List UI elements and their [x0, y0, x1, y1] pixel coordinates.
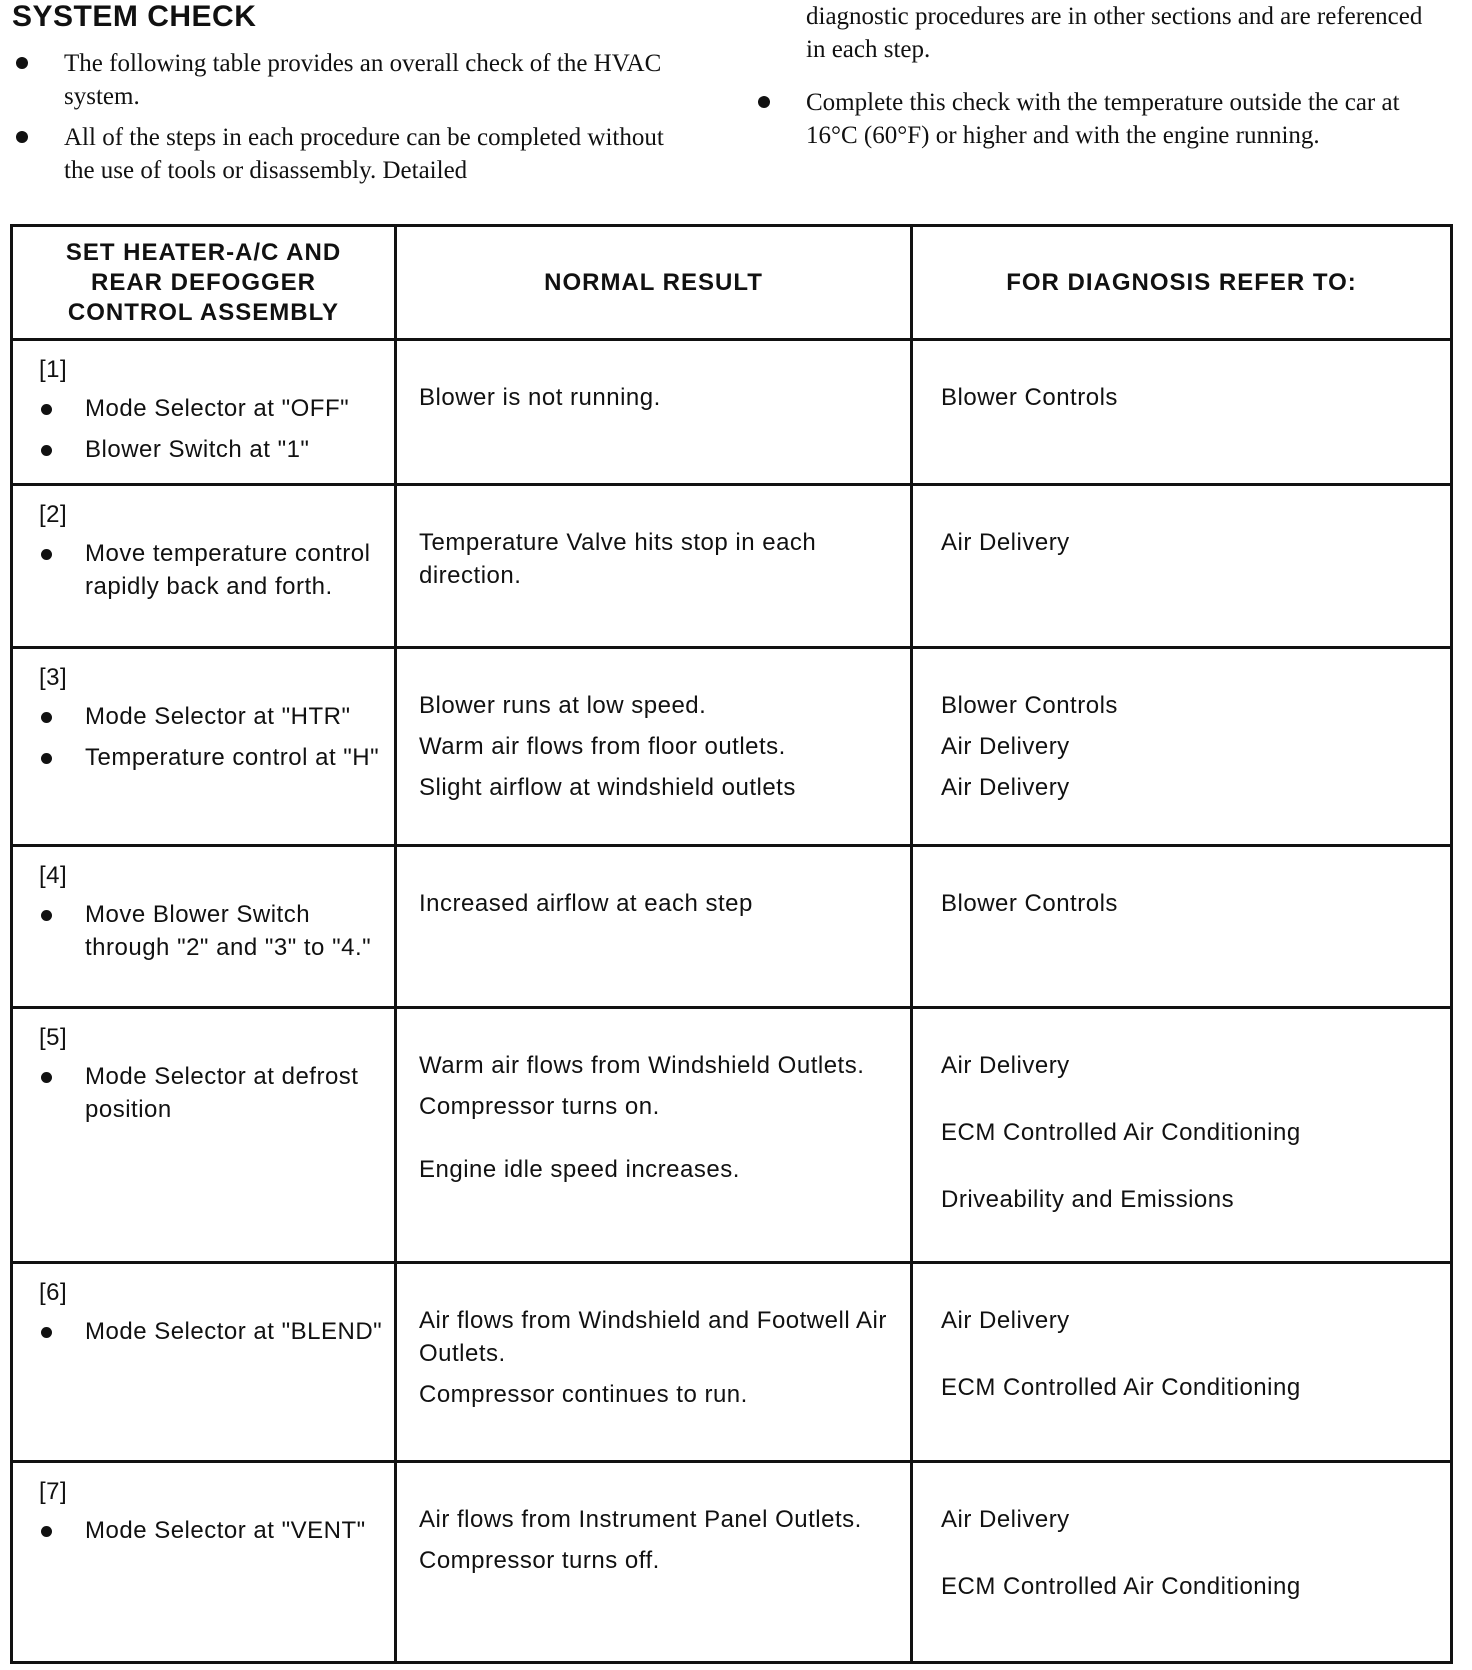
diagnosis-ref-cell	[912, 1263, 1452, 1462]
result-text: Warm air flows from floor outlets.	[419, 733, 786, 761]
table-body	[12, 340, 1452, 1663]
setting-text: Mode Selector at defrost position	[85, 1063, 359, 1124]
setting-text: Mode Selector at "BLEND"	[85, 1318, 383, 1346]
normal-result-cell	[396, 845, 912, 1008]
diagnosis-ref-text: Air Delivery	[941, 1052, 1070, 1080]
step-number: [3]	[39, 664, 68, 692]
intro-note: Complete this check with the temperature outside the car at 16°C (60°F) or higher and with the engine running.	[754, 86, 1444, 152]
bullet-icon	[16, 131, 28, 143]
table-row	[12, 648, 1452, 846]
table-row	[12, 845, 1452, 1008]
setting-text: Mode Selector at "OFF"	[85, 395, 350, 422]
bullet-icon	[41, 712, 52, 723]
bullet-icon	[41, 1526, 52, 1537]
result-text: Air flows from Windshield and Footwell Air Outlets.	[419, 1307, 887, 1368]
result-text: Blower runs at low speed.	[419, 692, 707, 720]
step-number: [5]	[39, 1024, 68, 1052]
system-check-table	[10, 224, 1453, 1664]
normal-result-cell	[396, 484, 912, 648]
diagnosis-ref-text: Air Delivery	[941, 774, 1070, 802]
diagnosis-ref-text: Air Delivery	[941, 528, 1070, 556]
setting-item	[39, 700, 388, 733]
diagnosis-ref-cell	[912, 1008, 1452, 1263]
diagnosis-ref-text: Blower Controls	[941, 384, 1118, 411]
result-text: Air flows from Instrument Panel Outlets.	[419, 1506, 862, 1534]
step-number: [4]	[39, 861, 68, 889]
table-row	[12, 1462, 1452, 1663]
bullet-icon	[41, 753, 52, 764]
result-text: Blower is not running.	[419, 384, 661, 411]
normal-result-cell	[396, 648, 912, 846]
header-settings: SET HEATER-A/C AND REAR DEFOGGER CONTROL ASSEMBLY	[12, 226, 396, 340]
step-settings-cell	[12, 1008, 396, 1263]
bullet-icon	[41, 910, 52, 921]
intro-note-continuation: diagnostic procedures are in other sections and are referenced in each step.	[806, 3, 1423, 63]
result-text: Engine idle speed increases.	[419, 1156, 740, 1184]
step-settings-cell	[12, 845, 396, 1008]
step-settings-cell	[12, 340, 396, 485]
header-normal-result: NORMAL RESULT	[396, 226, 912, 340]
step-settings-cell	[12, 648, 396, 846]
step-number: [1]	[39, 356, 68, 383]
table-row	[12, 484, 1452, 648]
step-number: [6]	[39, 1279, 68, 1307]
bullet-icon	[758, 96, 770, 108]
step-settings-cell	[12, 1462, 396, 1663]
setting-item	[39, 433, 388, 466]
page-title: SYSTEM CHECK	[12, 0, 257, 33]
diagnosis-ref-cell	[912, 340, 1452, 485]
diagnosis-ref-text: Blower Controls	[941, 692, 1118, 720]
table-row	[12, 340, 1452, 485]
step-number: [2]	[39, 500, 68, 528]
intro-notes-right	[754, 86, 1444, 160]
setting-item	[39, 392, 388, 425]
step-number: [7]	[39, 1478, 68, 1506]
setting-item	[39, 1060, 388, 1126]
diagnosis-ref-text: ECM Controlled Air Conditioning	[941, 1573, 1301, 1601]
setting-text: Mode Selector at "HTR"	[85, 703, 351, 731]
setting-text: Blower Switch at "1"	[85, 436, 310, 463]
intro-note: All of the steps in each procedure can be completed without the use of tools or disassembly. Detailed	[12, 121, 692, 187]
bullet-icon	[41, 445, 52, 456]
diagnosis-ref-text: Driveability and Emissions	[941, 1186, 1235, 1214]
diagnosis-ref-cell	[912, 484, 1452, 648]
diagnosis-ref-cell	[912, 1462, 1452, 1663]
setting-text: Move temperature control rapidly back and forth.	[85, 539, 371, 600]
bullet-icon	[41, 1327, 52, 1338]
diagnosis-ref-text: Blower Controls	[941, 889, 1118, 917]
table-row	[12, 1008, 1452, 1263]
diagnosis-ref-text: ECM Controlled Air Conditioning	[941, 1119, 1301, 1147]
bullet-icon	[41, 549, 52, 560]
setting-item	[39, 1315, 388, 1348]
result-text: Compressor continues to run.	[419, 1381, 748, 1409]
diagnosis-ref-text: Air Delivery	[941, 1506, 1070, 1534]
setting-text: Temperature control at "H"	[85, 744, 380, 772]
intro-note: The following table provides an overall check of the HVAC system.	[12, 47, 692, 113]
diagnosis-ref-cell	[912, 648, 1452, 846]
diagnosis-ref-text: Air Delivery	[941, 733, 1070, 761]
table-header-row	[12, 226, 1452, 340]
normal-result-cell	[396, 1462, 912, 1663]
setting-item	[39, 741, 388, 774]
bullet-icon	[41, 1072, 52, 1083]
diagnosis-ref-text: ECM Controlled Air Conditioning	[941, 1374, 1301, 1402]
result-text: Slight airflow at windshield outlets	[419, 774, 796, 802]
bullet-icon	[41, 404, 52, 415]
normal-result-cell	[396, 1263, 912, 1462]
result-text: Increased airflow at each step	[419, 889, 753, 917]
step-settings-cell	[12, 484, 396, 648]
setting-text: Move Blower Switch through "2" and "3" to "4."	[85, 900, 372, 961]
result-text: Compressor turns off.	[419, 1547, 660, 1575]
step-settings-cell	[12, 1263, 396, 1462]
result-text: Warm air flows from Windshield Outlets.	[419, 1052, 865, 1080]
diagnosis-ref-text: Air Delivery	[941, 1307, 1070, 1335]
result-text: Compressor turns on.	[419, 1093, 660, 1121]
intro-notes-left	[12, 47, 692, 195]
normal-result-cell	[396, 1008, 912, 1263]
setting-item	[39, 898, 388, 964]
bullet-icon	[16, 57, 28, 69]
diagnosis-ref-cell	[912, 845, 1452, 1008]
normal-result-cell	[396, 340, 912, 485]
setting-item	[39, 1514, 388, 1547]
setting-text: Mode Selector at "VENT"	[85, 1517, 366, 1545]
setting-item	[39, 537, 388, 603]
result-text: Temperature Valve hits stop in each direction.	[419, 528, 817, 589]
header-diagnosis-ref: FOR DIAGNOSIS REFER TO:	[912, 226, 1452, 340]
table-row	[12, 1263, 1452, 1462]
